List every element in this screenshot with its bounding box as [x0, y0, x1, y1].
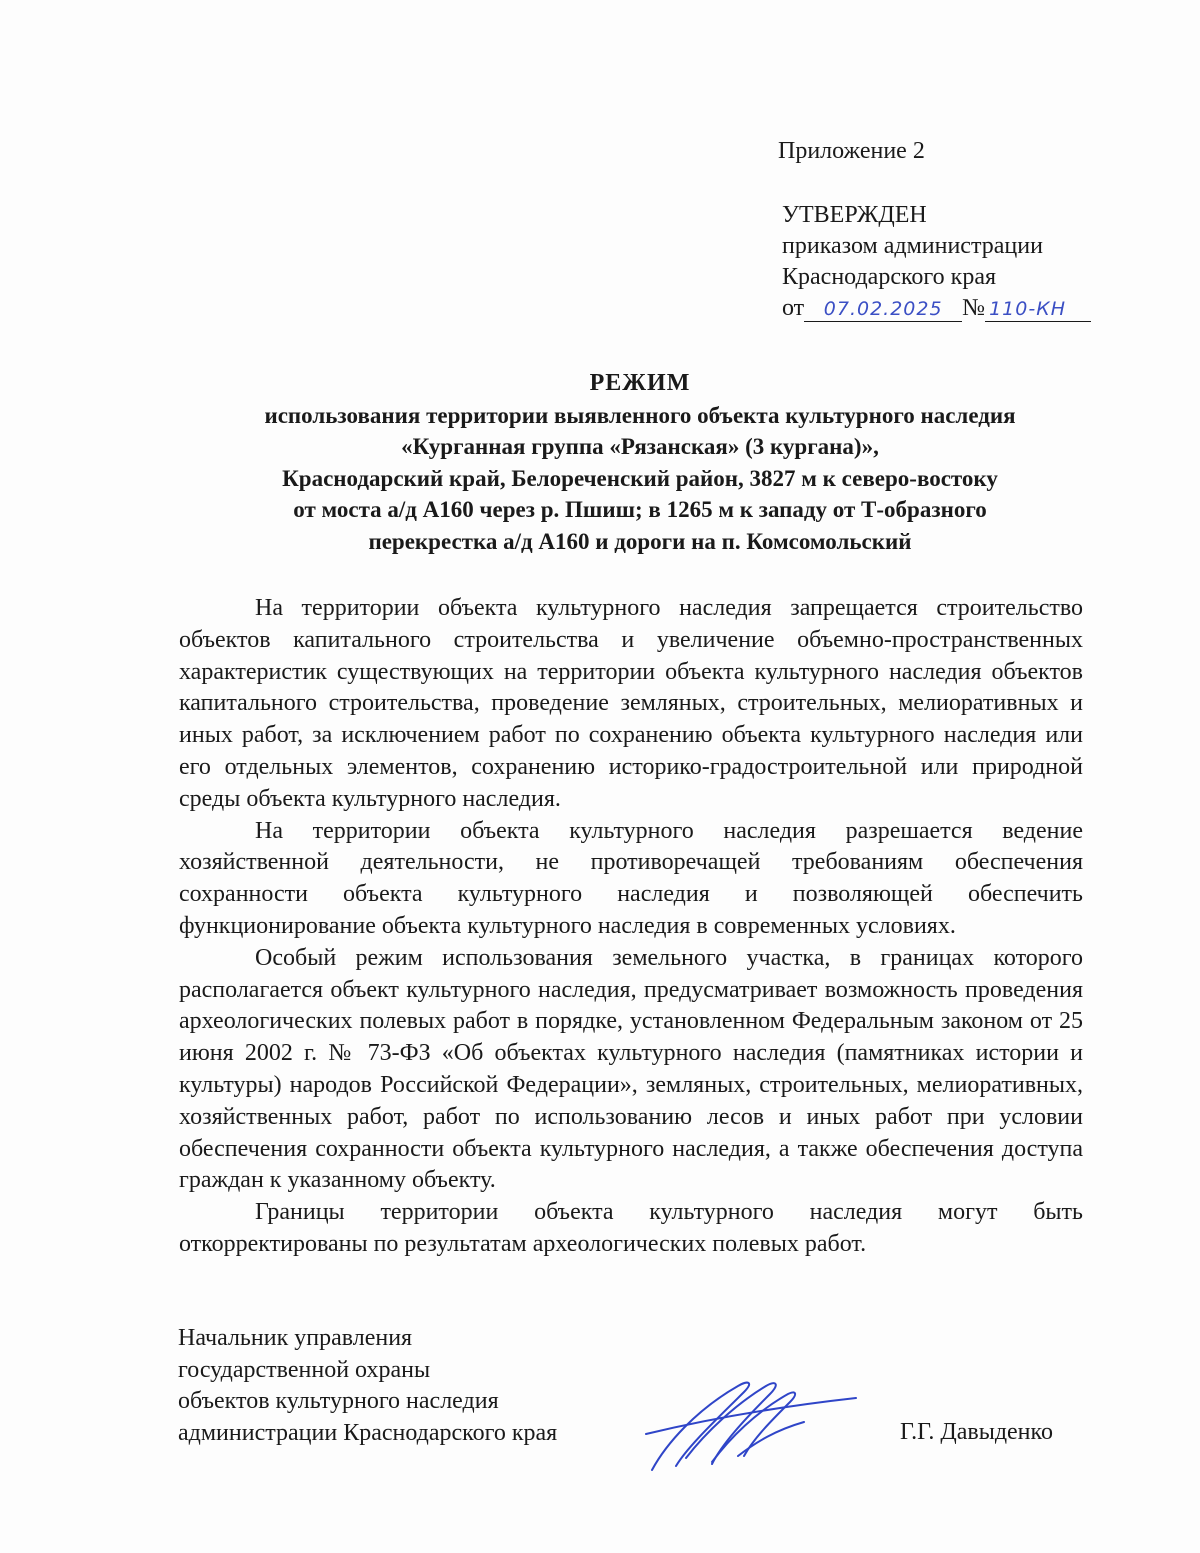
title-line-5: перекрестка а/д А160 и дороги на п. Комсомольский	[368, 528, 912, 554]
approved-heading: УТВЕРЖДЕН	[782, 202, 927, 228]
title-main: РЕЖИМ	[589, 370, 691, 396]
signer-position-line4: администрации Краснодарского края	[178, 1419, 558, 1446]
body-paragraph-3: Особый режим использования земельного участка, в границах которого располагается объект культурного наследия, предусматривает возможность проведения археологических полевых работ в порядке, установленном Федеральным законом от 25 июня 2002 г. № 73-ФЗ «Об объектах культурного наследия (памятниках истории и культуры) народов Российской Федерации», земляных, строительных, мелиоративных, хозяйственных работ, работ по использованию лесов и иных работ при условии обеспечения сохранности объекта культурного наследия, а также обеспечения доступа граждан к указанному объекту.	[179, 944, 1083, 1194]
title-line-4: от моста а/д А160 через р. Пшиш; в 1265 м к западу от Т-образного	[293, 497, 987, 522]
order-date-number-line	[782, 293, 1091, 324]
signer-position-line2: государственной охраны	[178, 1356, 431, 1383]
from-label: от	[782, 295, 805, 321]
approved-by-line1: приказом администрации	[782, 233, 1043, 259]
handwritten-order-date: 07.02.2025	[804, 297, 962, 322]
handwritten-order-number: 110-КН	[985, 297, 1091, 322]
signer-position	[178, 1323, 557, 1449]
title-line-3: Краснодарский край, Белореченский район, 3827 м к северо-востоку	[282, 465, 998, 491]
number-label: №	[962, 295, 986, 321]
body-paragraph-2: На территории объекта культурного наследия разрешается ведение хозяйственной деятельности, не противоречащей требованиям обеспечения сохранности объекта культурного наследия и позволяющей обеспечить функционирование объекта культурного наследия в современных условиях.	[179, 817, 1083, 939]
handwritten-signature	[626, 1372, 866, 1482]
appendix-label: Приложение 2	[778, 138, 925, 164]
document-body	[179, 593, 1083, 1261]
document-title	[150, 368, 1130, 557]
signer-name: Г.Г. Давыденко	[900, 1419, 1053, 1445]
body-paragraph-4: Границы территории объекта культурного наследия могут быть откорректированы по результатам археологических полевых работ.	[179, 1199, 1083, 1257]
signer-position-line3: объектов культурного наследия	[178, 1388, 499, 1414]
approval-stamp-block	[782, 200, 1091, 324]
title-line-1: использования территории выявленного объекта культурного наследия	[264, 402, 1016, 428]
title-line-2: «Курганная группа «Рязанская» (3 кургана)»,	[401, 434, 879, 459]
signer-position-line1: Начальник управления	[178, 1325, 413, 1351]
approved-by-line2: Краснодарского края	[782, 264, 997, 290]
body-paragraph-1: На территории объекта культурного наследия запрещается строительство объектов капитального строительства и увеличение объемно-пространственных характеристик существующих на территории объекта культурного наследия объектов капитального строительства, проведение земляных, строительных, мелиоративных и иных работ, за исключением работ по сохранению объекта культурного наследия или его отдельных элементов, сохранению историко-градостроительной или природной среды объекта культурного наследия.	[179, 595, 1083, 812]
